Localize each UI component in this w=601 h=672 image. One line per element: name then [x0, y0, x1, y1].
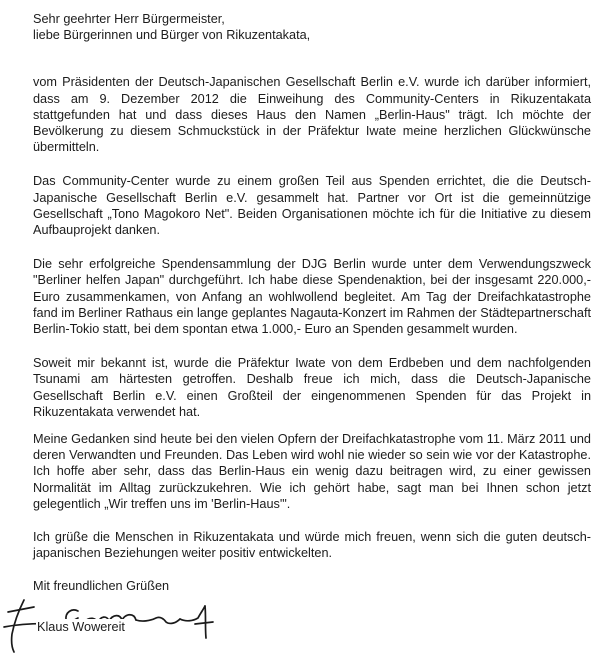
- paragraph-inauguration: vom Präsidenten der Deutsch-Japanischen Gesellschaft Berlin e.V. wurde ich darüber informiert, dass am 9. Dezember 2012 die Einweihung des Community-Centers in Rikuzentakata stattgefunden hat und dass dieses Haus den Namen „Berlin-Haus" trägt. Ich möchte der Bevölkerung zu diesem Schmuckstück in der Präfektur Iwate meine herzlichen Glückwünsche übermitteln.: [33, 75, 591, 155]
- signer-name: Klaus Wowereit: [37, 620, 125, 634]
- signature-block: [0, 594, 601, 672]
- paragraph-fundraising: Die sehr erfolgreiche Spendensammlung der DJG Berlin wurde unter dem Verwendungszweck "Berliner helfen Japan" durchgeführt. Ich habe diese Spendenaktion, bei der insgesamt 220.000,- Euro zusammenkamen, von Anfang an wohlwollend begleitet. Am Tag der Dreifachkatastrophe fand im Berliner Rathaus ein lange geplantes Nagauta-Konzert im Rahmen der Städtepartnerschaft Berlin-Tokio statt, bei dem spontan etwa 1.000,- Euro an Spenden gesammelt wurden.: [33, 257, 591, 337]
- salutation-line-citizens: liebe Bürgerinnen und Bürger von Rikuzentakata,: [33, 28, 311, 43]
- paragraph-victims: Meine Gedanken sind heute bei den vielen Opfern der Dreifachkatastrophe vom 11. März 2011 und deren Verwandten und Freunden. Das Leben wird wohl nie wieder so sein wie vor der Katastrophe. Ich hoffe aber sehr, dass das Berlin-Haus ein wenig dazu beitragen wird, zu einer gewissen Normalität im Alltag zurückzukehren. Wie ich gehört habe, sagt man bei Ihnen schon jetzt gelegentlich „Wir treffen uns im 'Berlin-Haus'".: [33, 432, 591, 511]
- closing-phrase: Mit freundlichen Grüßen: [33, 579, 170, 594]
- paragraph-greetings: Ich grüße die Menschen in Rikuzentakata und würde mich freuen, wenn sich die guten deutsch-japanischen Beziehungen weiter positiv entwickelten.: [33, 530, 591, 561]
- salutation: [33, 11, 591, 43]
- paragraph-donations: Das Community-Center wurde zu einem großen Teil aus Spenden errichtet, die die Deutsch-Japanische Gesellschaft Berlin e.V. gesammelt hat. Partner vor Ort ist die gemeinnützige Gesellschaft „Tono Magokoro Net". Beiden Organisationen möchte ich für die Initiative zu diesem Aufbauprojekt danken.: [33, 174, 591, 238]
- salutation-line-mayor: Sehr geehrter Herr Bürgermeister,: [33, 12, 225, 26]
- paragraph-iwate: Soweit mir bekannt ist, wurde die Präfektur Iwate von dem Erdbeben und dem nachfolgenden Tsunami am härtesten getroffen. Deshalb freue ich mich, dass die Deutsch-Japanische Gesellschaft Berlin e.V. einen Großteil der eingenommenen Spenden für das Projekt in Rikuzentakata verwendet hat.: [33, 356, 591, 419]
